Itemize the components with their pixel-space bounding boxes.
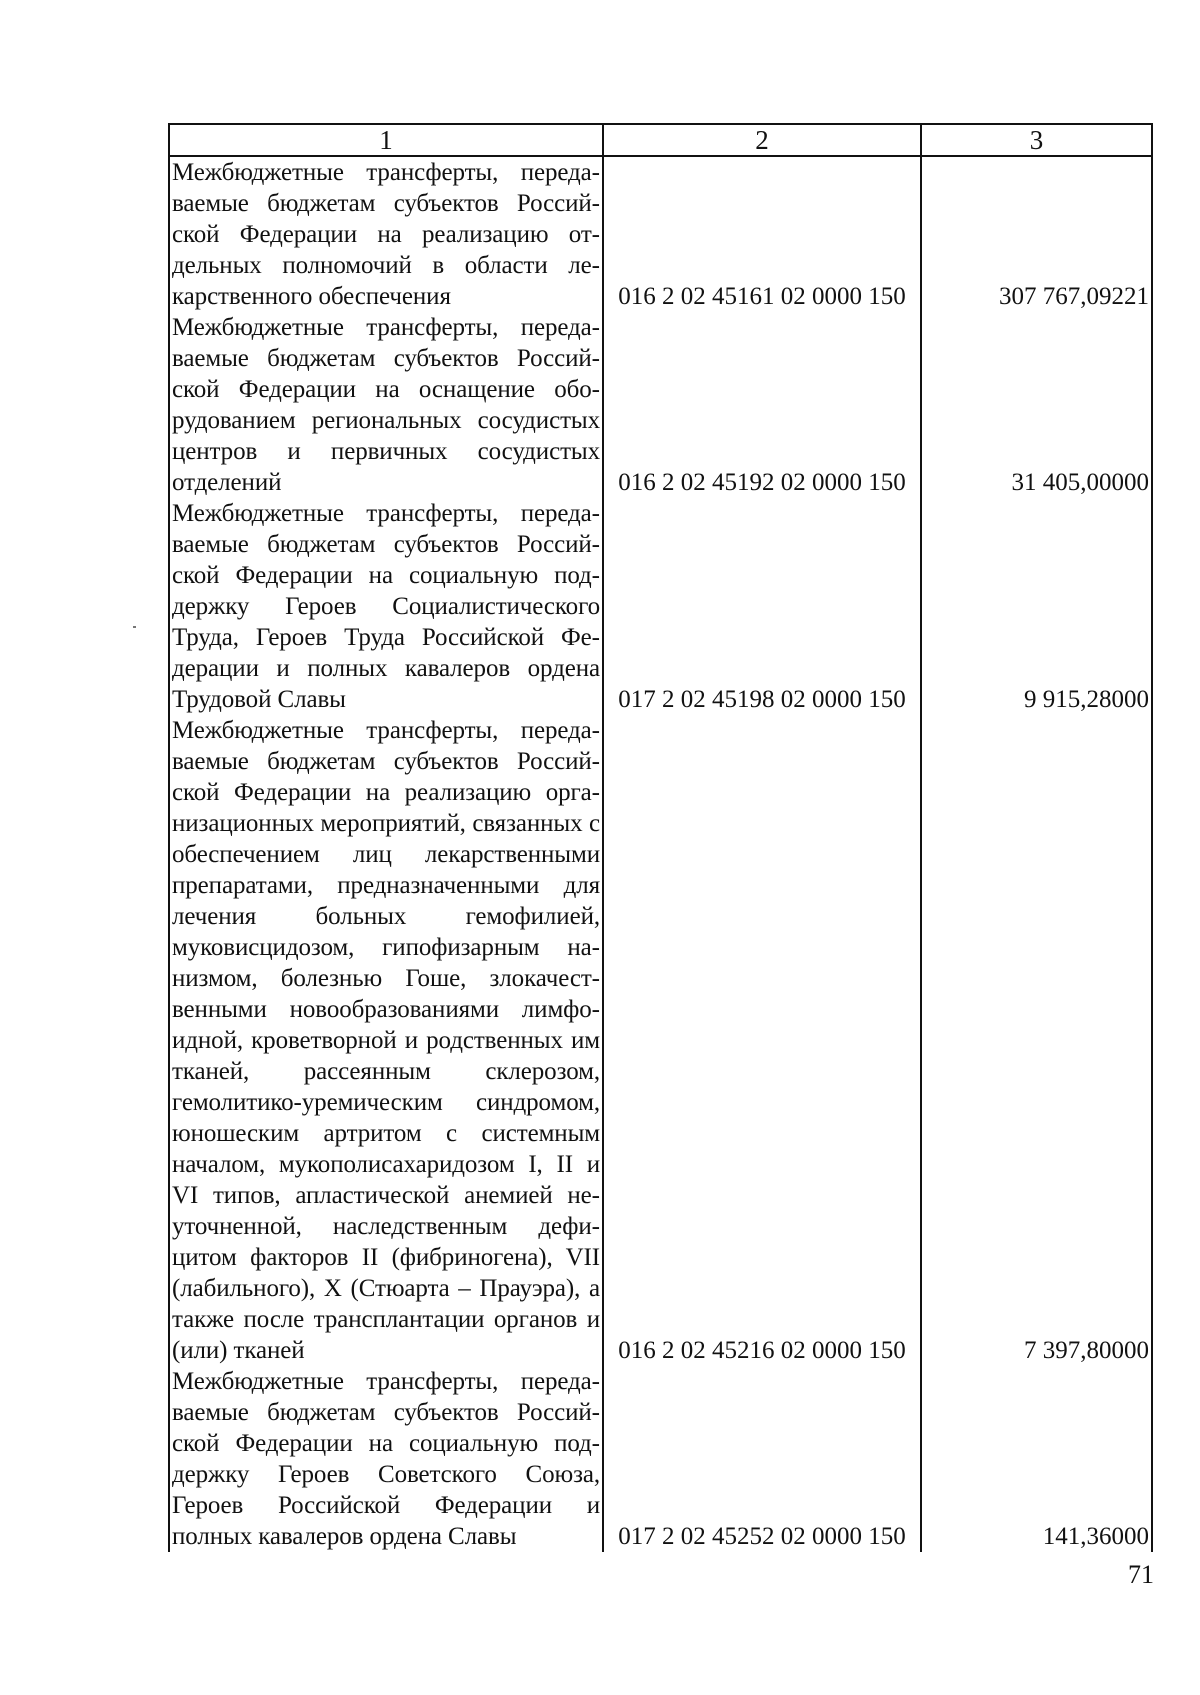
row-description: Межбюджетные трансферты, передаваемые бюджетам субъектов Российской Федерации на реализацию организационных мероприятий, связанных с обеспечением лиц лекарственными препаратами, предназначенными для лечения больных гемофилией, муковисцидозом, гипофизарным нанизмом, болезнью Гоше, злокачественными новообразованиями лимфоидной, кроветворной и родственных им тканей, рассеянным склерозом, гемолитико-уремическим синдромом, юношеским артритом с системным началом, мукополисахаридозом I, II и VI типов, апластической анемией неуточненной, наследственным дефицитом факторов II (фибриногена), VII (лабильного), X (Стюарта – Прауэра), а также после трансплантации органов и (или) тканей	[169, 715, 603, 1366]
column-header-3: 3	[921, 124, 1152, 156]
row-budget-code: 017 2 02 45252 02 0000 150	[603, 1366, 921, 1552]
row-description: Межбюджетные трансферты, передаваемые бюджетам субъектов Российской Федерации на социальную поддержку Героев Советского Союза, Героев Российской Федерации и полных кавалеров ордена Славы	[169, 1366, 603, 1552]
scan-speck	[133, 626, 136, 628]
row-amount: 307 767,09221	[921, 156, 1152, 312]
table-row	[169, 156, 1152, 312]
page-number: 71	[1128, 1560, 1154, 1589]
header-row	[169, 124, 1152, 156]
column-header-2: 2	[603, 124, 921, 156]
row-description: Межбюджетные трансферты, передаваемые бюджетам субъектов Российской Федерации на оснащение оборудованием региональных сосудистых центров и первичных сосудистых отделений	[169, 312, 603, 498]
row-budget-code: 016 2 02 45216 02 0000 150	[603, 715, 921, 1366]
table-row	[169, 312, 1152, 498]
row-description: Межбюджетные трансферты, передаваемые бюджетам субъектов Российской Федерации на социальную поддержку Героев Социалистического Труда, Героев Труда Российской Федерации и полных кавалеров ордена Трудовой Славы	[169, 498, 603, 715]
row-description: Межбюджетные трансферты, передаваемые бюджетам субъектов Российской Федерации на реализацию отдельных полномочий в области лекарственного обеспечения	[169, 156, 603, 312]
row-budget-code: 016 2 02 45161 02 0000 150	[603, 156, 921, 312]
table-row	[169, 1366, 1152, 1552]
row-amount: 7 397,80000	[921, 715, 1152, 1366]
table-row	[169, 715, 1152, 1366]
row-amount: 31 405,00000	[921, 312, 1152, 498]
table-row	[169, 498, 1152, 715]
row-amount: 9 915,28000	[921, 498, 1152, 715]
row-budget-code: 017 2 02 45198 02 0000 150	[603, 498, 921, 715]
row-amount: 141,36000	[921, 1366, 1152, 1552]
column-header-1: 1	[169, 124, 603, 156]
transfers-table	[168, 123, 1153, 1552]
row-budget-code: 016 2 02 45192 02 0000 150	[603, 312, 921, 498]
